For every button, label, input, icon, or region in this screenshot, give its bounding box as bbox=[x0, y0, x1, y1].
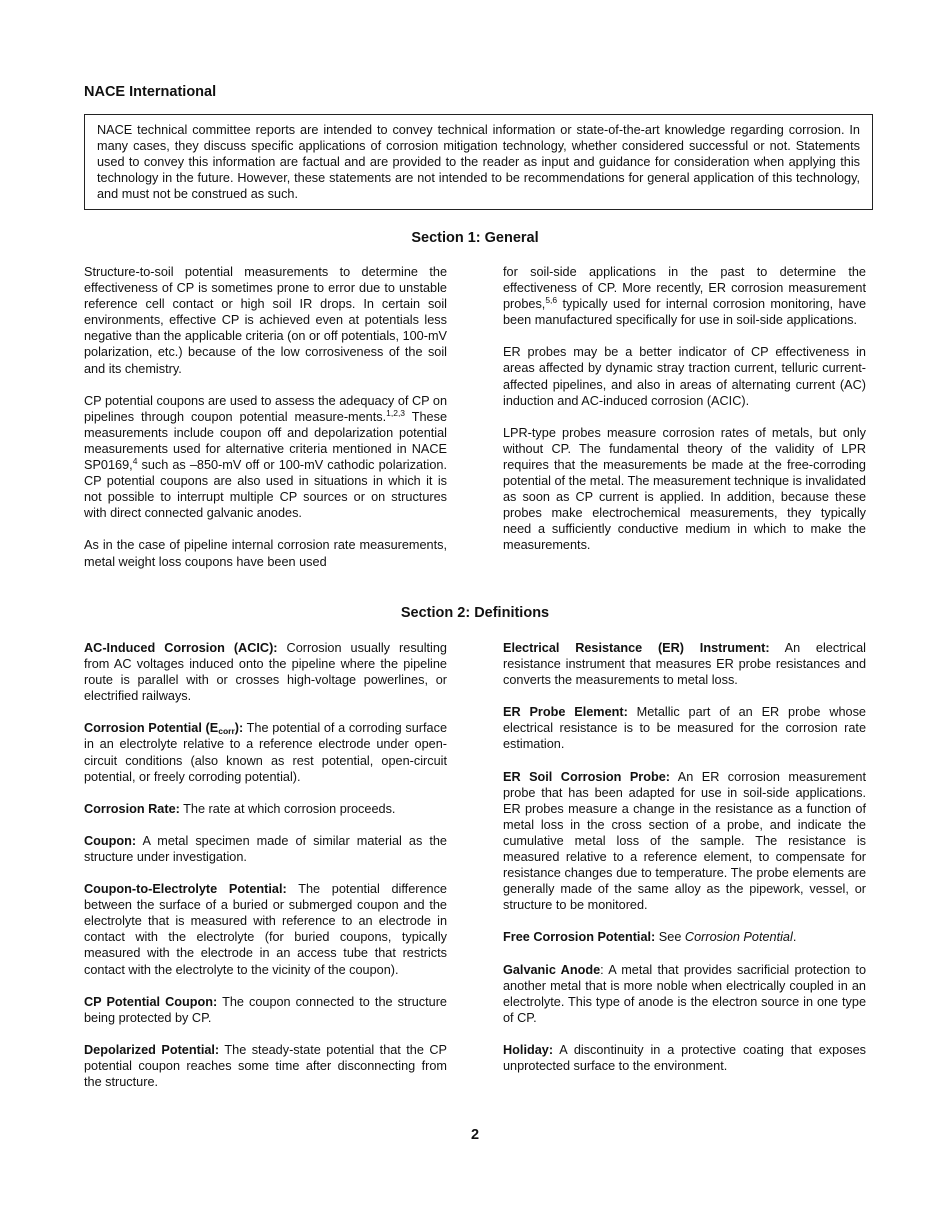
definition-term: Galvanic Anode bbox=[503, 962, 601, 977]
reference-superscript: 5,6 bbox=[545, 295, 558, 306]
definition-item: Holiday: A discontinuity in a protective coating that exposes unprotected surface to the environment. bbox=[503, 1042, 866, 1073]
section-2-title: Section 2: Definitions bbox=[400, 605, 550, 621]
section-1-paragraph-1: Structure-to-soil potential measurements to determine the effectiveness of CP is sometimes prone to error due to unstable reference cell contact or high soil IR drops. In certain soil environments, effective CP is achieved even at potentials less negative than the applicable criteria (on or off potentials, 100-mV polarization, etc.) because of the low corrosiveness of the soil and its chemistry. bbox=[84, 265, 447, 376]
definition-term: Corrosion Potential $(E_{corr})$: bbox=[84, 721, 244, 737]
definition-term: Corrosion Rate: bbox=[84, 801, 180, 816]
definition-term: ER Soil Corrosion Probe: bbox=[503, 769, 671, 784]
definition-term: Holiday: bbox=[503, 1042, 554, 1057]
definition-term: Electrical Resistance (ER) Instrument: bbox=[503, 641, 770, 655]
definition-term: CP Potential Coupon: bbox=[84, 994, 218, 1009]
definition-item: Depolarized Potential: The steady-state potential that the CP potential coupon reaches some time after disconnecting from the structure. bbox=[84, 1042, 447, 1089]
reference-superscript: 1,2,3 bbox=[386, 407, 406, 418]
definition-item: ER Soil Corrosion Probe: An ER corrosion measurement probe that has been adapted for use in soil-side applications. ER probes measure a change in the resistance as a function of metal loss in the cross section of a probe, and indicate the cumulative metal loss of the sample. The resistance is measured relative to a reference element, to compensate for resistance changes due to temperature. The probe elements are generally made of the same alloy as the pipework, vessel, or structure to be monitored. bbox=[503, 769, 867, 913]
definition-item: Electrical Resistance (ER) Instrument: An electrical resistance instrument that measures ER probe resistances and converts the measurements to metal loss. bbox=[503, 641, 866, 688]
reference-superscript: 4 bbox=[132, 456, 138, 467]
section-1-left-column bbox=[84, 264, 447, 570]
section-1-right-column bbox=[503, 264, 866, 554]
definition-term: Depolarized Potential: bbox=[84, 1042, 220, 1057]
section-1-title: Section 1: General bbox=[411, 230, 539, 246]
disclaimer-box: NACE technical committee reports are intended to convey technical information or state-of-the-art knowledge regarding corrosion. In many cases, they discuss specific applications of corrosion mitigation technology, whether considered successful or not. Statements used to convey this information are factual and are provided to the reader as input and guidance for consideration when applying this technology in the future. However, these statements are not intended to be recommendations for general application of this technology, and must not be construed as such. bbox=[84, 114, 873, 210]
definition-item: Galvanic Anode: A metal that provides sacrificial protection to another metal that is more noble when electrically coupled in an electrolyte. This type of anode is the electron source in one type of CP. bbox=[503, 962, 867, 1025]
page-number: 2 bbox=[470, 1127, 480, 1143]
organization-header: NACE International bbox=[84, 84, 217, 100]
definition-item: AC-Induced Corrosion (ACIC): Corrosion usually resulting from AC voltages induced onto the pipeline where the pipeline route is parallel with or crosses high-voltage powerlines, or electrified railways. bbox=[84, 641, 447, 704]
definition-item: Free Corrosion Potential: See Corrosion Potential. bbox=[503, 930, 797, 945]
definition-item: Coupon-to-Electrolyte Potential: The potential difference between the surface of a buried or submerged coupon and the electrolyte that is measured with reference to an electrode in contact with the electrolyte (for buried coupons, typically measured with the electrode in an access tube that restricts contact with the electrolyte to the vicinity of the coupon). bbox=[84, 882, 447, 977]
definition-item: ER Probe Element: Metallic part of an ER probe whose electrical resistance is to be measured for the corrosion rate estimation. bbox=[503, 705, 866, 752]
definitions-right-column bbox=[503, 640, 866, 1074]
definition-term: ER Probe Element: bbox=[503, 705, 628, 720]
definitions-left-column bbox=[84, 640, 447, 1090]
definition-term: Coupon-to-Electrolyte Potential: bbox=[84, 882, 287, 897]
section-1-paragraph-5: ER probes may be a better indicator of CP effectiveness in areas affected by dynamic stray traction current, telluric current-affected pipelines, and also in areas of alternating current (AC) induction and AC-induced corrosion (ACIC). bbox=[503, 345, 866, 408]
definition-term: AC-Induced Corrosion (ACIC): bbox=[84, 641, 278, 655]
section-1-paragraph-6: LPR-type probes measure corrosion rates of metals, but only without CP. The fundamental theory of the validity of LPR requires that the measurements be made at the free-corroding potential of the metal. The measurement technique is invalidated as soon as CP current is applied. In addition, because these probes make electrochemical measurements, they typically need a sufficiently conductive medium in which to make the measurements. bbox=[503, 425, 866, 553]
definition-item: Corrosion Rate: The rate at which corrosion proceeds. bbox=[84, 801, 396, 816]
section-1-paragraph-2: CP potential coupons are used to assess the adequacy of CP on pipelines through coupon potential measure-ments.$^{1,2,3}$ These measurements include coupon off and depolarization potential measurements used for alternative criteria mentioned in NACE SP0169,$^4$ such as –850-mV off or 100-mV cathodic polarization. CP potential coupons are also used in situations in which it is not possible to interrupt multiple CP sources or on structures with direct connected galvanic anodes. bbox=[84, 393, 448, 521]
definition-item: Coupon: A metal specimen made of similar material as the structure under investigation. bbox=[84, 833, 447, 864]
definition-term: Free Corrosion Potential: bbox=[503, 930, 656, 945]
definition-term: Coupon: bbox=[84, 833, 137, 848]
section-1-paragraph-3: As in the case of pipeline internal corrosion rate measurements, metal weight loss coupons have been used bbox=[84, 538, 447, 569]
definition-item: Corrosion Potential $(E_{corr})$: The potential of a corroding surface in an electrolyte relative to a reference electrode under open-circuit conditions (also known as rest potential, open-circuit potential, or freely corroding potential). bbox=[84, 721, 448, 784]
section-1-paragraph-4: for soil-side applications in the past to determine the effectiveness of CP. More recently, ER corrosion measurement probes,$^{5,6}$ typically used for internal corrosion monitoring, have been manufactured specifically for use in soil-side applications. bbox=[503, 265, 866, 328]
definition-item: CP Potential Coupon: The coupon connected to the structure being protected by CP. bbox=[84, 994, 447, 1025]
